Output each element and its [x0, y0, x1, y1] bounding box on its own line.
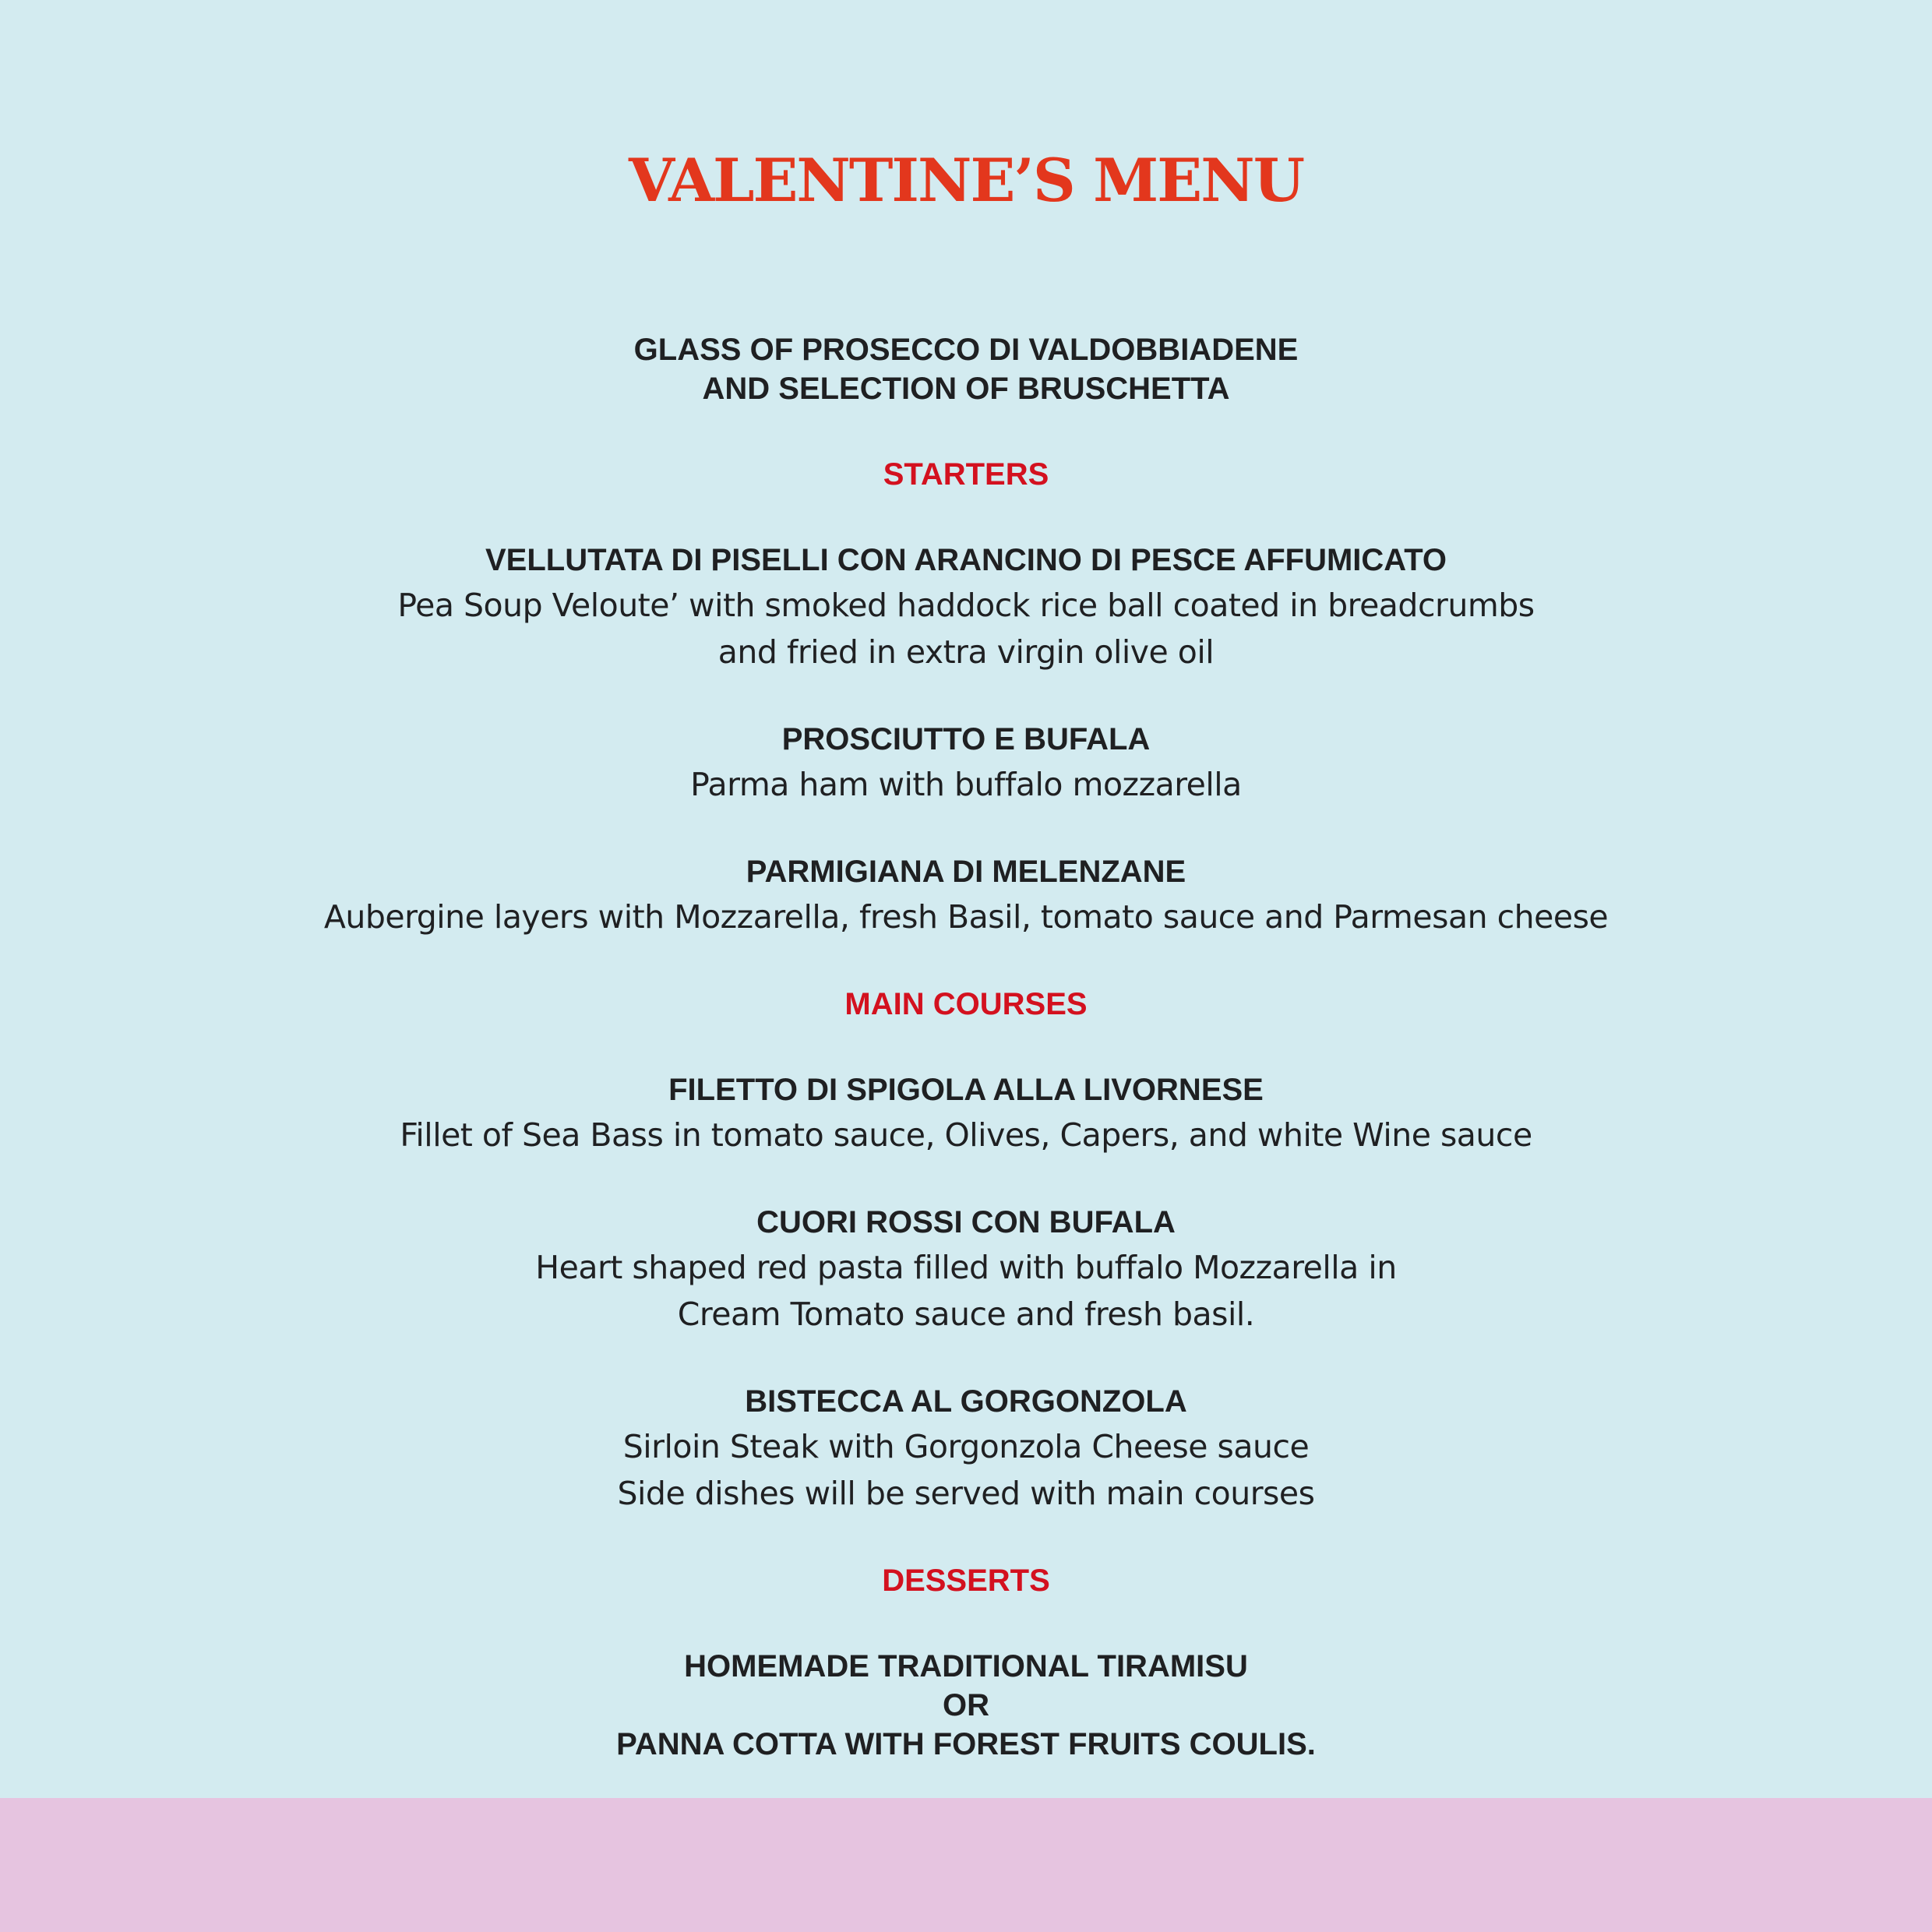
main-desc-2a: Heart shaped red pasta filled with buffalo Mozzarella in [535, 1249, 1397, 1286]
main-name-3: BISTECCA AL GORGONZOLA [745, 1384, 1187, 1419]
dessert-line-1: HOMEMADE TRADITIONAL TIRAMISU [684, 1649, 1248, 1683]
dessert-or: OR [943, 1688, 989, 1722]
bottom-band [0, 1798, 1932, 1932]
starter-name-1: VELLUTATA DI PISELLI CON ARANCINO DI PESCE AFFUMICATO [485, 543, 1447, 577]
main-desc-3a: Sirloin Steak with Gorgonzola Cheese sauce [622, 1428, 1310, 1465]
main-desc-3b: Side dishes will be served with main courses [617, 1475, 1315, 1512]
starter-desc-2: Parma ham with buffalo mozzarella [690, 766, 1242, 803]
main-desc-2b: Cream Tomato sauce and fresh basil. [677, 1296, 1255, 1333]
starter-desc-3: Aubergine layers with Mozzarella, fresh Basil, tomato sauce and Parmesan cheese [323, 898, 1609, 936]
welcome-line-1: GLASS OF PROSECCO DI VALDOBBIADENE [633, 333, 1299, 367]
main-courses-heading: MAIN COURSES [844, 987, 1088, 1021]
starter-desc-1a: Pea Soup Veloute’ with smoked haddock rice ball coated in breadcrumbs [397, 587, 1535, 624]
starter-name-3: PARMIGIANA DI MELENZANE [746, 855, 1186, 889]
main-desc-1: Fillet of Sea Bass in tomato sauce, Olives, Capers, and white Wine sauce [400, 1116, 1532, 1154]
dessert-line-2: PANNA COTTA WITH FOREST FRUITS COULIS. [616, 1727, 1316, 1761]
welcome-line-2: AND SELECTION OF BRUSCHETTA [702, 372, 1230, 406]
starters-heading: STARTERS [883, 457, 1049, 492]
starter-desc-1b: and fried in extra virgin olive oil [717, 633, 1215, 671]
main-name-2: CUORI ROSSI CON BUFALA [756, 1205, 1176, 1239]
starter-name-2: PROSCIUTTO E BUFALA [781, 722, 1151, 756]
main-name-1: FILETTO DI SPIGOLA ALLA LIVORNESE [668, 1073, 1264, 1107]
menu-title: VALENTINE’S MENU [629, 146, 1303, 215]
desserts-heading: DESSERTS [882, 1564, 1050, 1598]
